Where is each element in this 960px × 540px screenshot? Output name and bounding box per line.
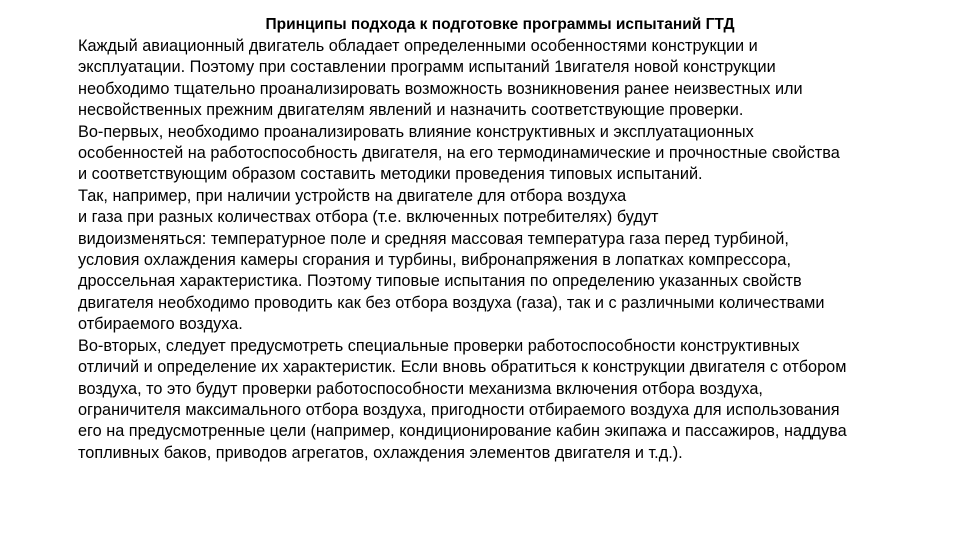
slide-title: Принципы подхода к подготовке программы испытаний ГТД [265,16,735,33]
text-line: особенностей на работоспособность двигателя, на его термодинамические и прочностные свойства [78,144,840,163]
text-line: дроссельная характеристика. Поэтому типовые испытания по определению указанных свойств [78,272,802,291]
text-line: отличий и определение их характеристик. Если вновь обратиться к конструкции двигателя с отбором [78,358,847,377]
text-line: Во-первых, необходимо проанализировать влияние конструктивных и эксплуатационных [78,122,754,141]
text-line: Во-вторых, следует предусмотреть специальные проверки работоспособности конструктивных [78,336,800,355]
text-line: эксплуатации. Поэтому при составлении программ испытаний 1вигателя новой конструкции [78,58,776,77]
text-line: несвойственных прежним двигателям явлений и назначить соответствующие проверки. [78,101,744,120]
text-line: двигателя необходимо проводить как без отбора воздуха (газа), так и с различными количествами [78,293,825,312]
text-line: необходимо тщательно проанализировать возможность возникновения ранее неизвестных или [78,79,803,98]
text-line: и газа при разных количествах отбора (т.е. включенных потребителях) будут [78,208,659,227]
text-line: его на предусмотренные цели (например, кондиционирование кабин экипажа и пассажиров, наддува [78,422,847,441]
text-line: условия охлаждения камеры сгорания и турбины, вибронапряжения в лопатках компрессора, [78,251,791,270]
text-line: Каждый авиационный двигатель обладает определенными особенностями конструкции и [78,37,758,55]
text-line: воздуха, то это будут проверки работоспособности механизма включения отбора воздуха, [78,379,763,398]
text-line: топливных баков, приводов агрегатов, охлаждения элементов двигателя и т.д.). [78,443,683,462]
text-line: Так, например, при наличии устройств на двигателе для отбора воздуха [78,186,627,205]
slide-body-text [78,36,948,464]
text-line: и соответствующим образом составить методики проведения типовых испытаний. [78,165,703,184]
text-line: видоизменяться: температурное поле и средняя массовая температура газа перед турбиной, [78,229,789,248]
text-line: отбираемого воздуха. [78,315,243,334]
text-line: ограничителя максимального отбора воздуха, пригодности отбираемого воздуха для использования [78,400,840,419]
